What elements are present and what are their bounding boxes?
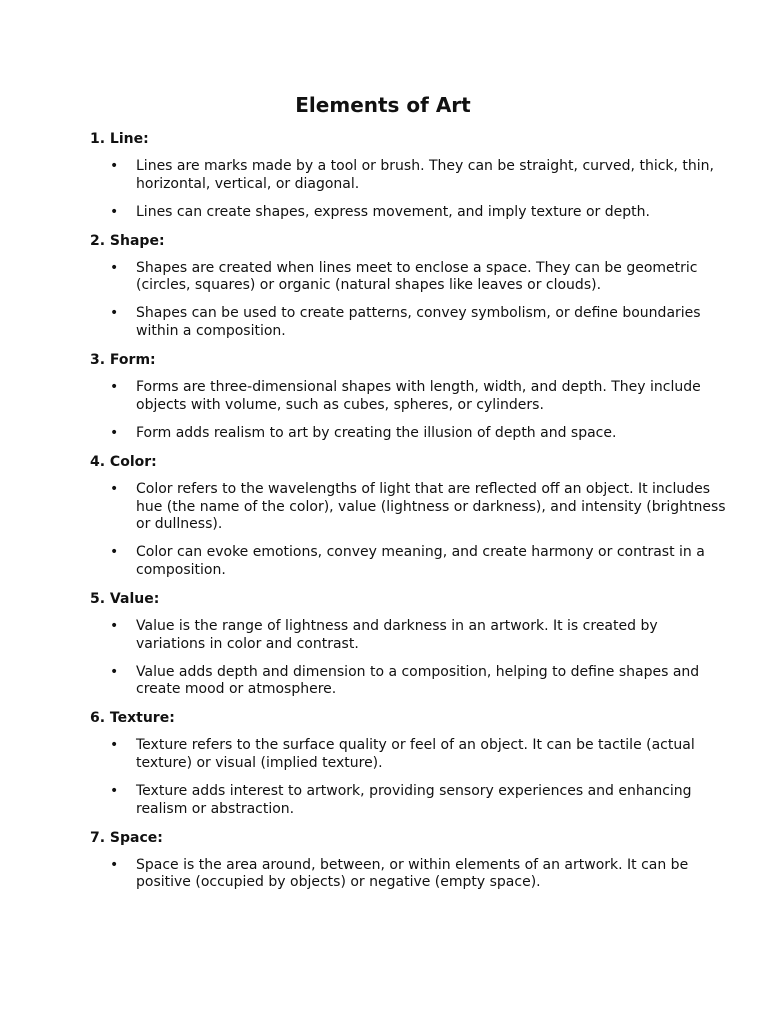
bullet-item: • Lines can create shapes, express movement, and imply texture or depth.	[90, 204, 726, 222]
bullet-list	[90, 379, 701, 442]
section-heading: 7. Space:	[90, 829, 163, 846]
bullet-item: • Lines are marks made by a tool or brush. They can be straight, curved, thick, thin, horizontal, vertical, or diagonal.	[90, 158, 726, 193]
bullet-list	[90, 617, 700, 699]
bullet-item: • Color can evoke emotions, convey meaning, and create harmony or contrast in a composition.	[90, 544, 726, 579]
section-shape	[90, 232, 701, 341]
section-color	[90, 453, 726, 579]
bullet-item: • Shapes are created when lines meet to enclose a space. They can be geometric (circles, squares) or organic (natural shapes like leaves or clouds).	[90, 260, 726, 295]
bullet-item: • Form adds realism to art by creating the illusion of depth and space.	[90, 425, 726, 443]
section-texture	[90, 709, 695, 818]
bullet-list	[90, 737, 695, 818]
section-value	[90, 590, 700, 699]
section-heading: 5. Value:	[90, 590, 160, 607]
section-heading: 6. Texture:	[90, 710, 175, 727]
bullet-list	[90, 259, 701, 341]
section-form	[90, 351, 701, 442]
section-heading: 1. Line:	[90, 131, 149, 147]
bullet-item: • Color refers to the wavelengths of light that are reflected off an object. It includes hue (the name of the color), value (lightness or darkness), and intensity (brightness or dullness).	[90, 481, 726, 534]
bullet-item: • Value is the range of lightness and darkness in an artwork. It is created by variations in color and contrast.	[90, 618, 726, 653]
bullet-item: • Shapes can be used to create patterns, convey symbolism, or define boundaries within a composition.	[90, 305, 726, 340]
bullet-item: • Texture refers to the surface quality or feel of an object. It can be tactile (actual texture) or visual (implied texture).	[90, 737, 726, 772]
bullet-list	[90, 856, 689, 892]
bullet-item: • Texture adds interest to artwork, providing sensory experiences and enhancing realism or abstraction.	[90, 783, 726, 818]
document-title: Elements of Art	[295, 93, 471, 117]
section-heading: 4. Color:	[90, 453, 157, 470]
section-heading: 2. Shape:	[90, 232, 165, 249]
section-heading: 3. Form:	[90, 352, 156, 369]
section-line	[90, 130, 714, 221]
bullet-item: • Forms are three-dimensional shapes with length, width, and depth. They include objects with volume, such as cubes, spheres, or cylinders.	[90, 379, 726, 414]
section-space	[90, 829, 689, 892]
bullet-item: • Space is the area around, between, or within elements of an artwork. It can be positive (occupied by objects) or negative (empty space).	[90, 857, 726, 892]
bullet-list	[90, 480, 726, 579]
bullet-item: • Value adds depth and dimension to a composition, helping to define shapes and create mood or atmosphere.	[90, 664, 726, 699]
bullet-list	[90, 158, 714, 221]
